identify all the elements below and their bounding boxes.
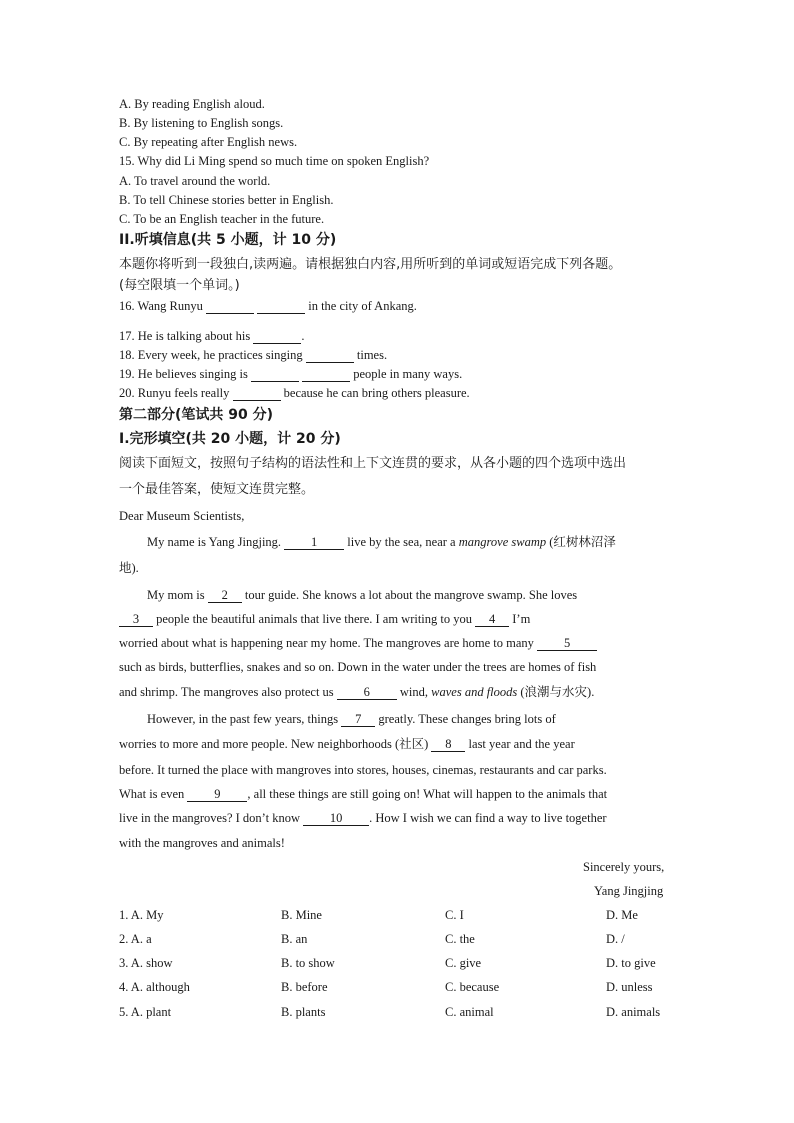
cloze-blank-9[interactable]: 9	[187, 788, 247, 802]
q17-text-a: 17. He is talking about his	[119, 329, 251, 343]
option-1a[interactable]: 1. A. My	[119, 908, 164, 922]
q20-text-a: 20. Runyu feels really	[119, 386, 230, 400]
question-16	[119, 298, 417, 314]
option-5d[interactable]: D. animals	[606, 1005, 661, 1019]
letter-p2-line2	[119, 611, 674, 627]
cloze-blank-10[interactable]: 10	[303, 812, 369, 826]
letter-signature: Yang Jingjing	[594, 884, 664, 898]
part-2-heading: 第二部分(笔试共 90 分)	[119, 407, 274, 423]
letter-p1-line1	[119, 534, 702, 550]
letter-p3-line3: before. It turned the place with mangroves into stores, houses, cinemas, restaurants and car parks.	[119, 763, 607, 777]
options-row-1	[119, 907, 679, 923]
option-1d[interactable]: D. Me	[606, 908, 638, 922]
q19-blank-2[interactable]	[302, 368, 350, 382]
cloze-blank-5[interactable]: 5	[537, 637, 597, 651]
option-14b: B. By listening to English songs.	[119, 116, 284, 130]
section-2-note: (每空限填一个单词。)	[119, 278, 240, 293]
p2-text-b: tour guide. She knows a lot about the mangrove swamp. She loves	[244, 588, 578, 602]
letter-p2-line3	[119, 635, 674, 651]
option-14c: C. By repeating after English news.	[119, 135, 298, 149]
cloze-blank-1[interactable]: 1	[284, 536, 344, 550]
section-2-instruction: 本题你将听到一段独白,读两遍。请根据独白内容,用所听到的单词或短语完成下列各题。	[119, 257, 622, 272]
q16-text-a: 16. Wang Runyu	[119, 299, 203, 313]
cloze-blank-4[interactable]: 4	[475, 613, 509, 627]
q18-text-a: 18. Every week, he practices singing	[119, 348, 303, 362]
option-14a: A. By reading English aloud.	[119, 97, 265, 111]
letter-p2-line4: such as birds, butterflies, snakes and so on. Down in the water under the trees are homes of fish	[119, 660, 597, 674]
cloze-instruction-2: 一个最佳答案，使短文连贯完整。	[119, 482, 315, 497]
q18-blank[interactable]	[306, 349, 354, 363]
option-15c: C. To be an English teacher in the future.	[119, 212, 325, 226]
options-row-3	[119, 955, 679, 971]
option-5b[interactable]: B. plants	[281, 1005, 326, 1019]
cloze-blank-3[interactable]: 3	[119, 613, 153, 627]
p3-text-i: . How I wish we can find a way to live together	[369, 811, 607, 825]
p2-text-c: people the beautiful animals that live there. I am writing to you	[156, 612, 473, 626]
p1-text-a: My name is Yang Jingjing.	[147, 535, 282, 549]
cloze-heading: I.完形填空(共 20 小题，计 20 分)	[119, 431, 341, 447]
letter-p3-line1	[119, 711, 702, 727]
letter-p1-line2: 地).	[119, 561, 139, 575]
p3-text-f: What is even	[119, 787, 185, 801]
option-5a[interactable]: 5. A. plant	[119, 1005, 172, 1019]
letter-p3-line5	[119, 810, 674, 826]
question-17	[119, 328, 305, 344]
option-4b[interactable]: B. before	[281, 980, 328, 994]
p1-term: mangrove swamp	[458, 535, 547, 549]
option-15a: A. To travel around the world.	[119, 174, 271, 188]
option-2d[interactable]: D. /	[606, 932, 625, 946]
option-1c[interactable]: C. I	[445, 908, 464, 922]
option-2b[interactable]: B. an	[281, 932, 308, 946]
q17-blank[interactable]	[253, 330, 301, 344]
letter-p3-line6: with the mangroves and animals!	[119, 836, 285, 850]
section-2-heading: II.听填信息(共 5 小题，计 10 分)	[119, 232, 337, 248]
option-2c[interactable]: C. the	[445, 932, 475, 946]
cloze-blank-2[interactable]: 2	[208, 589, 242, 603]
p2-text-i: (浪潮与水灾).	[520, 685, 595, 699]
p3-text-d: last year and the year	[468, 737, 575, 751]
q16-text-b: in the city of Ankang.	[308, 299, 417, 313]
options-row-4	[119, 979, 679, 995]
p2-text-a: My mom is	[147, 588, 205, 602]
options-row-2	[119, 931, 679, 947]
cloze-blank-6[interactable]: 6	[337, 686, 397, 700]
letter-p3-line4	[119, 786, 674, 802]
cloze-blank-8[interactable]: 8	[431, 738, 465, 752]
option-1b[interactable]: B. Mine	[281, 908, 322, 922]
q18-text-b: times.	[356, 348, 388, 362]
p1-text-b: live by the sea, near a	[347, 535, 456, 549]
p2-text-h: wind,	[399, 685, 429, 699]
cloze-instruction-1: 阅读下面短文，按照句子结构的语法性和上下文连贯的要求，从各小题的四个选项中选出	[119, 456, 627, 471]
p3-text-c: worries to more and more people. New neighborhoods (社区)	[119, 737, 429, 751]
option-3b[interactable]: B. to show	[281, 956, 335, 970]
p2-term: waves and floods	[431, 685, 518, 699]
p3-text-a: However, in the past few years, things	[147, 712, 339, 726]
question-15: 15. Why did Li Ming spend so much time on spoken English?	[119, 154, 430, 168]
option-3c[interactable]: C. give	[445, 956, 482, 970]
p2-text-e: worried about what is happening near my home. The mangroves are home to many	[119, 636, 534, 650]
option-4a[interactable]: 4. A. although	[119, 980, 190, 994]
q19-blank-1[interactable]	[251, 368, 299, 382]
option-15b: B. To tell Chinese stories better in English.	[119, 193, 334, 207]
cloze-blank-7[interactable]: 7	[341, 713, 375, 727]
letter-closing: Sincerely yours,	[583, 860, 665, 874]
option-3d[interactable]: D. to give	[606, 956, 656, 970]
p1-text-c: (红树林沼泽	[549, 535, 616, 549]
question-19	[119, 366, 462, 382]
p2-text-g: and shrimp. The mangroves also protect us	[119, 685, 334, 699]
q16-blank-2[interactable]	[257, 300, 305, 314]
q19-text-a: 19. He believes singing is	[119, 367, 248, 381]
q19-text-b: people in many ways.	[353, 367, 463, 381]
p3-text-g: , all these things are still going on! What will happen to the animals that	[247, 787, 608, 801]
letter-p2-line5	[119, 684, 674, 700]
options-row-5	[119, 1004, 679, 1020]
q20-text-b: because he can bring others pleasure.	[283, 386, 470, 400]
option-4d[interactable]: D. unless	[606, 980, 653, 994]
option-4c[interactable]: C. because	[445, 980, 500, 994]
q20-blank[interactable]	[233, 387, 281, 401]
q16-blank-1[interactable]	[206, 300, 254, 314]
option-2a[interactable]: 2. A. a	[119, 932, 152, 946]
p3-text-h: live in the mangroves? I don’t know	[119, 811, 300, 825]
p2-text-d: I’m	[512, 612, 531, 626]
question-20	[119, 385, 470, 401]
letter-p2-line1	[119, 587, 702, 603]
question-18	[119, 347, 387, 363]
q17-text-b: .	[301, 329, 305, 343]
option-5c[interactable]: C. animal	[445, 1005, 494, 1019]
p3-text-b: greatly. These changes bring lots of	[378, 712, 556, 726]
letter-p3-line2	[119, 736, 674, 752]
option-3a[interactable]: 3. A. show	[119, 956, 173, 970]
letter-greeting: Dear Museum Scientists,	[119, 509, 245, 523]
